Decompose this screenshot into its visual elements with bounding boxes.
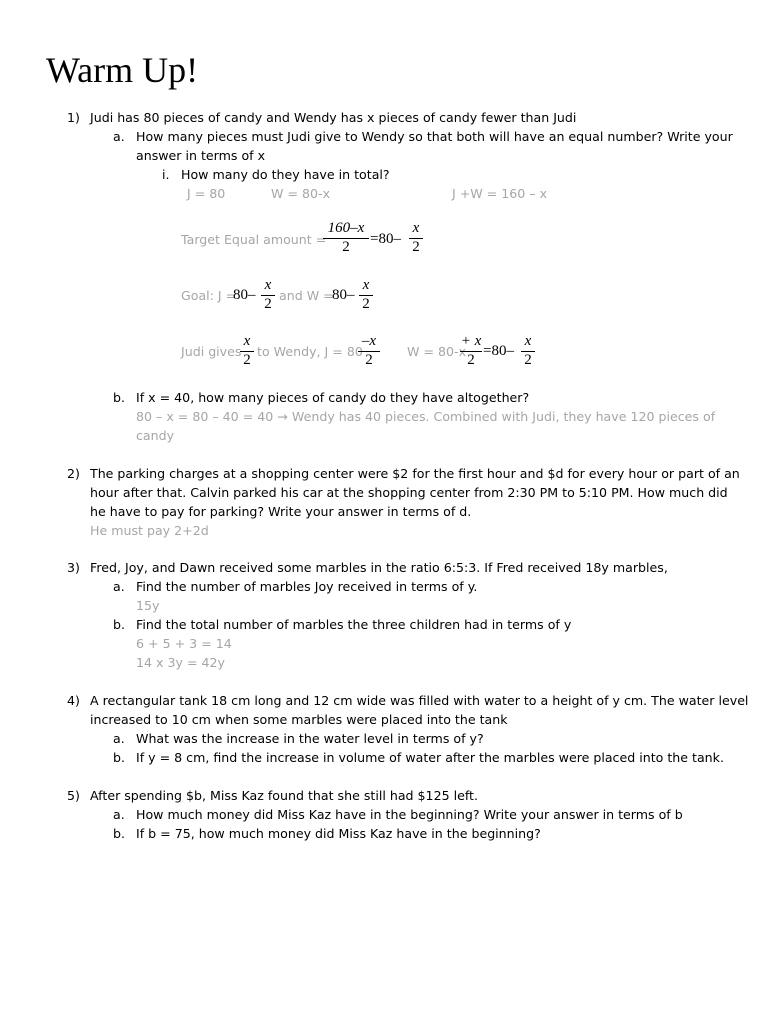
- q1-gives-w-fraction-x: x 2: [521, 334, 535, 368]
- q4a-label: a.: [113, 731, 125, 746]
- q1-goal-w-fraction: x 2: [359, 278, 373, 312]
- q1-answer-j: J = 80: [187, 186, 226, 201]
- q2-text-line3: he have to pay for parking? Write your answer in terms of d.: [90, 504, 472, 519]
- q3-text: Fred, Joy, and Dawn received some marbles in the ratio 6:5:3. If Fred received 18y marbles,: [90, 560, 668, 575]
- q1-number: 1): [67, 110, 80, 125]
- q1b-label: b.: [113, 390, 125, 405]
- q1-text: Judi has 80 pieces of candy and Wendy has x pieces of candy fewer than Judi: [90, 110, 577, 125]
- q1-goal-and: and W =: [279, 288, 334, 303]
- q2-number: 2): [67, 466, 80, 481]
- q1-target-label: Target Equal amount =: [181, 232, 327, 247]
- q1b-text: If x = 40, how many pieces of candy do they have altogether?: [136, 390, 530, 405]
- q5b-text: If b = 75, how much money did Miss Kaz have in the beginning?: [136, 826, 541, 841]
- page-title: Warm Up!: [46, 50, 199, 90]
- q1-target-eq: =80–: [370, 231, 401, 247]
- q3b-answer-line1: 6 + 5 + 3 = 14: [136, 636, 232, 651]
- q1ai-label: i.: [162, 167, 170, 182]
- q5b-label: b.: [113, 826, 125, 841]
- q1-gives-fraction: x 2: [240, 334, 254, 368]
- q3a-answer: 15y: [136, 598, 160, 613]
- q3b-answer-line2: 14 x 3y = 42y: [136, 655, 225, 670]
- q1a-text-line2: answer in terms of x: [136, 148, 266, 163]
- q2-text-line2: hour after that. Calvin parked his car at the shopping center from 2:30 PM to 5:10 PM. How much did: [90, 485, 728, 500]
- q4b-text: If y = 8 cm, find the increase in volume of water after the marbles were placed into the tank.: [136, 750, 724, 765]
- q2-answer: He must pay 2+2d: [90, 523, 209, 538]
- q4-number: 4): [67, 693, 80, 708]
- q5a-label: a.: [113, 807, 125, 822]
- q5a-text: How much money did Miss Kaz have in the beginning? Write your answer in terms of b: [136, 807, 683, 822]
- q5-text: After spending $b, Miss Kaz found that she still had $125 left.: [90, 788, 478, 803]
- q5-number: 5): [67, 788, 80, 803]
- q1-gives-label: Judi gives: [181, 344, 242, 359]
- q1ai-text: How many do they have in total?: [181, 167, 390, 182]
- q1-answer-total: J +W = 160 – x: [452, 186, 548, 201]
- q3a-text: Find the number of marbles Joy received in terms of y.: [136, 579, 478, 594]
- q1-goal-label: Goal: J =: [181, 288, 237, 303]
- q1-goal-w-value: 80–: [332, 287, 355, 303]
- q4-text-line2: increased to 10 cm when some marbles were placed into the tank: [90, 712, 508, 727]
- q4-text-line1: A rectangular tank 18 cm long and 12 cm wide was filled with water to a height of y cm. The water level: [90, 693, 749, 708]
- q3b-text: Find the total number of marbles the three children had in terms of y: [136, 617, 572, 632]
- q1-target-fraction-x: x 2: [409, 221, 423, 255]
- q2-text-line1: The parking charges at a shopping center were $2 for the first hour and $d for every hour or part of an: [90, 466, 740, 481]
- q1a-label: a.: [113, 129, 125, 144]
- q4b-label: b.: [113, 750, 125, 765]
- q1a-text-line1: How many pieces must Judi give to Wendy so that both will have an equal number? Write your: [136, 129, 733, 144]
- q1-target-fraction: 160–x 2: [323, 221, 369, 255]
- q1b-answer-line1: 80 – x = 80 – 40 = 40 → Wendy has 40 pieces. Combined with Judi, they have 120 pieces of: [136, 409, 716, 424]
- q1-gives-w-fraction: + x 2: [460, 333, 482, 368]
- q1-goal-j-value: 80–: [233, 287, 256, 303]
- q3-number: 3): [67, 560, 80, 575]
- q3b-label: b.: [113, 617, 125, 632]
- q1-gives-j-fraction: –x 2: [358, 334, 380, 368]
- q1-answer-w: W = 80-x: [271, 186, 331, 201]
- q1-gives-mid: to Wendy, J = 80: [257, 344, 363, 359]
- q3a-label: a.: [113, 579, 125, 594]
- q1b-answer-line2: candy: [136, 428, 175, 443]
- q1-goal-j-fraction: x 2: [261, 278, 275, 312]
- q1-gives-w-eq: =80–: [483, 343, 514, 359]
- arrow-right-icon: →: [277, 409, 288, 424]
- q4a-text: What was the increase in the water level in terms of y?: [136, 731, 484, 746]
- q1-gives-w-label: W = 80-x: [407, 344, 467, 359]
